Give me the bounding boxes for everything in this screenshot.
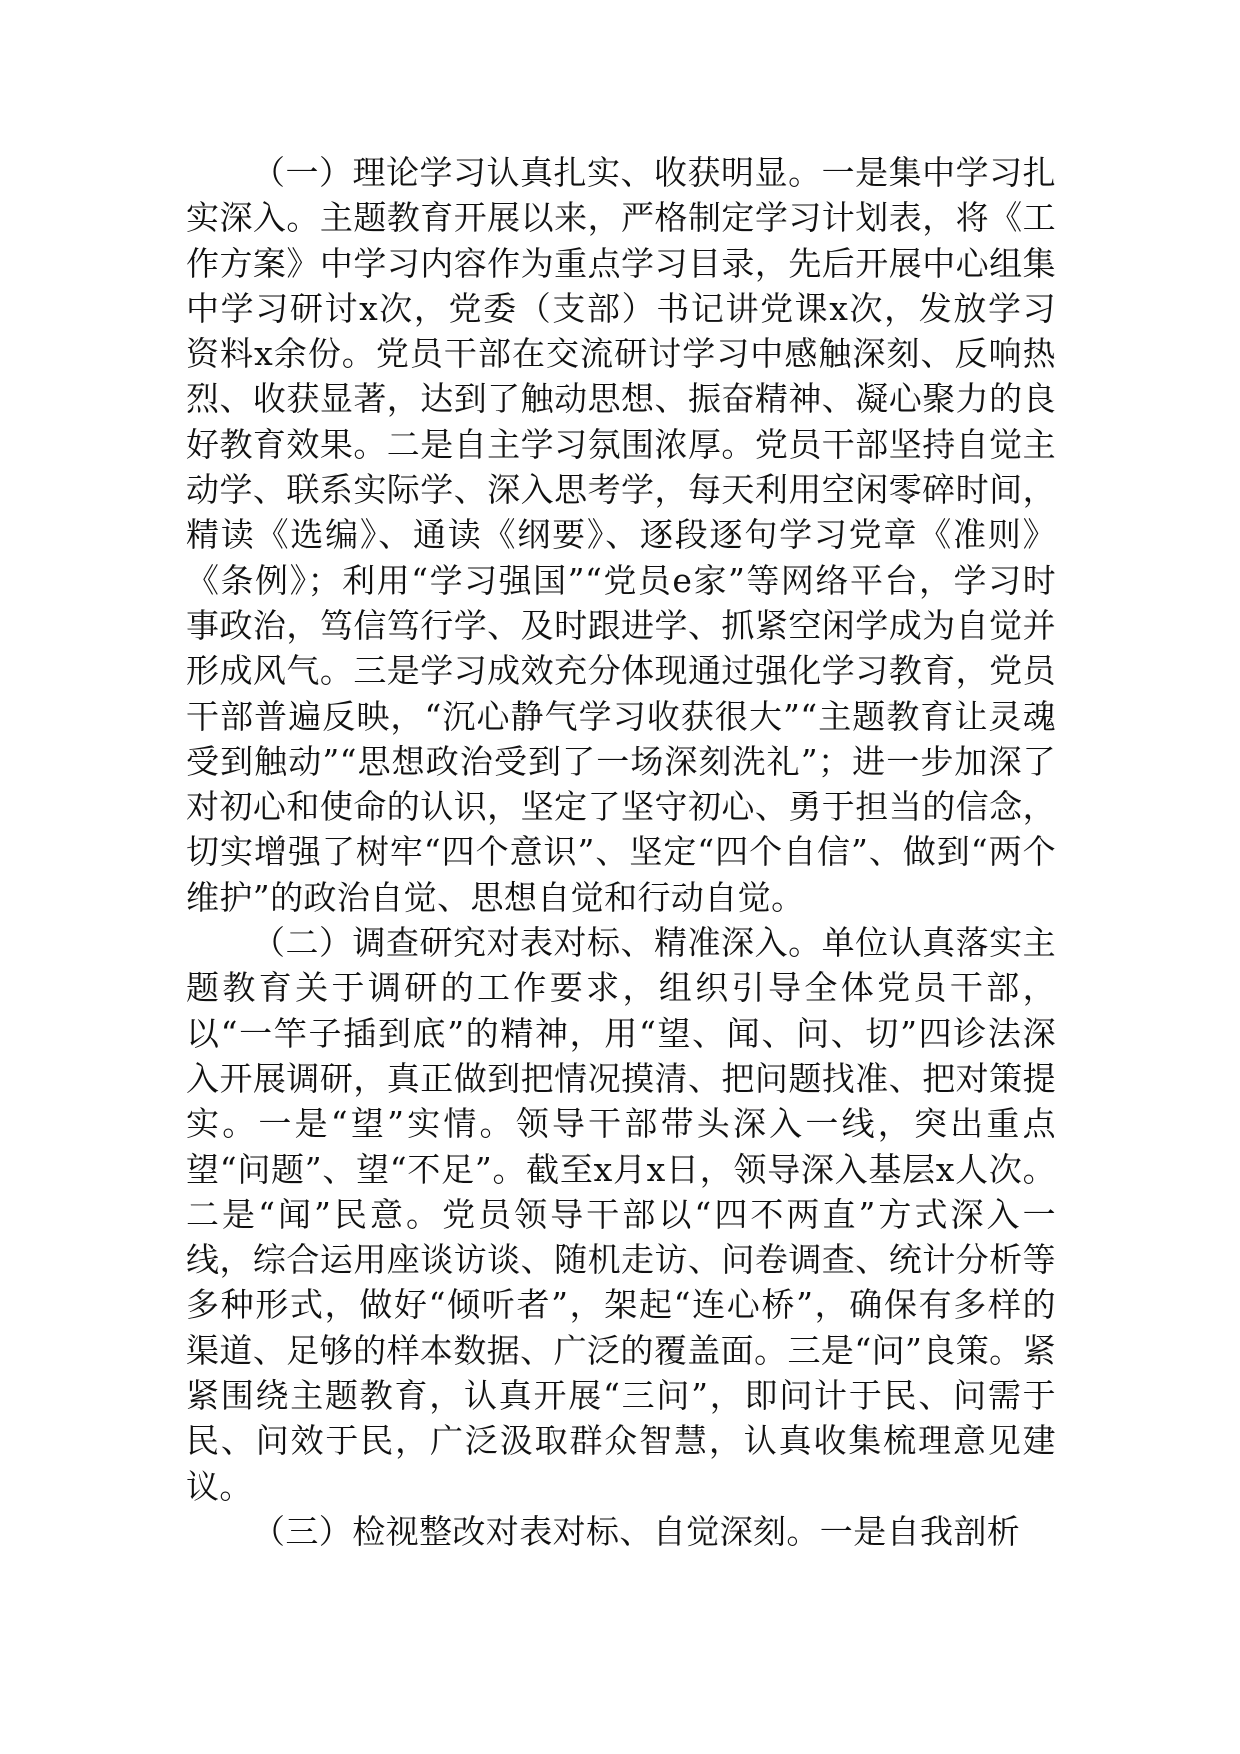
paragraph-theory-study: （一）理论学习认真扎实、收获明显。一是集中学习扎实深入。主题教育开展以来，严格制定学习计划表，将《工作方案》中学习内容作为重点学习目录，先后开展中心组集中学习研讨x次，党委（支部）书记讲党课x次，发放学习资料x余份。党员干部在交流研讨学习中感触深刻、反响热烈、收获显著，达到了触动思想、振奋精神、凝心聚力的良好教育效果。二是自主学习氛围浓厚。党员干部坚持自觉主动学、联系实际学、深入思考学，每天利用空闲零碎时间，精读《选编》、通读《纲要》、逐段逐句学习党章《准则》《条例》；利用“学习强国”“党员e家”等网络平台，学习时事政治，笃信笃行学、及时跟进学、抓紧空闲学成为自觉并形成风气。三是学习成效充分体现通过强化学习教育，党员干部普遍反映，“沉心静气学习收获很大”“主题教育让灵魂受到触动”“思想政治受到了一场深刻洗礼”；进一步加深了对初心和使命的认识，坚定了坚守初心、勇于担当的信念，切实增强了树牢“四个意识”、坚定“四个自信”、做到“两个维护”的政治自觉、思想自觉和行动自觉。 [186, 153, 1056, 917]
paragraph-research: （二）调查研究对表对标、精准深入。单位认真落实主题教育关于调研的工作要求，组织引导全体党员干部，以“一竿子插到底”的精神，用“望、闻、问、切”四诊法深入开展调研，真正做到把情况摸清、把问题找准、把对策提实。一是“望”实情。领导干部带头深入一线，突出重点望“问题”、望“不足”。截至x月x日，领导深入基层x人次。二是“闻”民意。党员领导干部以“四不两直”方式深入一线，综合运用座谈访谈、随机走访、问卷调查、统计分析等多种形式，做好“倾听者”，架起“连心桥”，确保有多样的渠道、足够的样本数据、广泛的覆盖面。三是“问”良策。紧紧围绕主题教育，认真开展“三问”，即问计于民、问需于民、问效于民，广泛汲取群众智慧，认真收集梳理意见建议。 [186, 923, 1056, 1506]
document-body [186, 150, 1056, 1554]
paragraph-review-rectification: （三）检视整改对表对标、自觉深刻。一是自我剖析 [252, 1511, 1021, 1551]
